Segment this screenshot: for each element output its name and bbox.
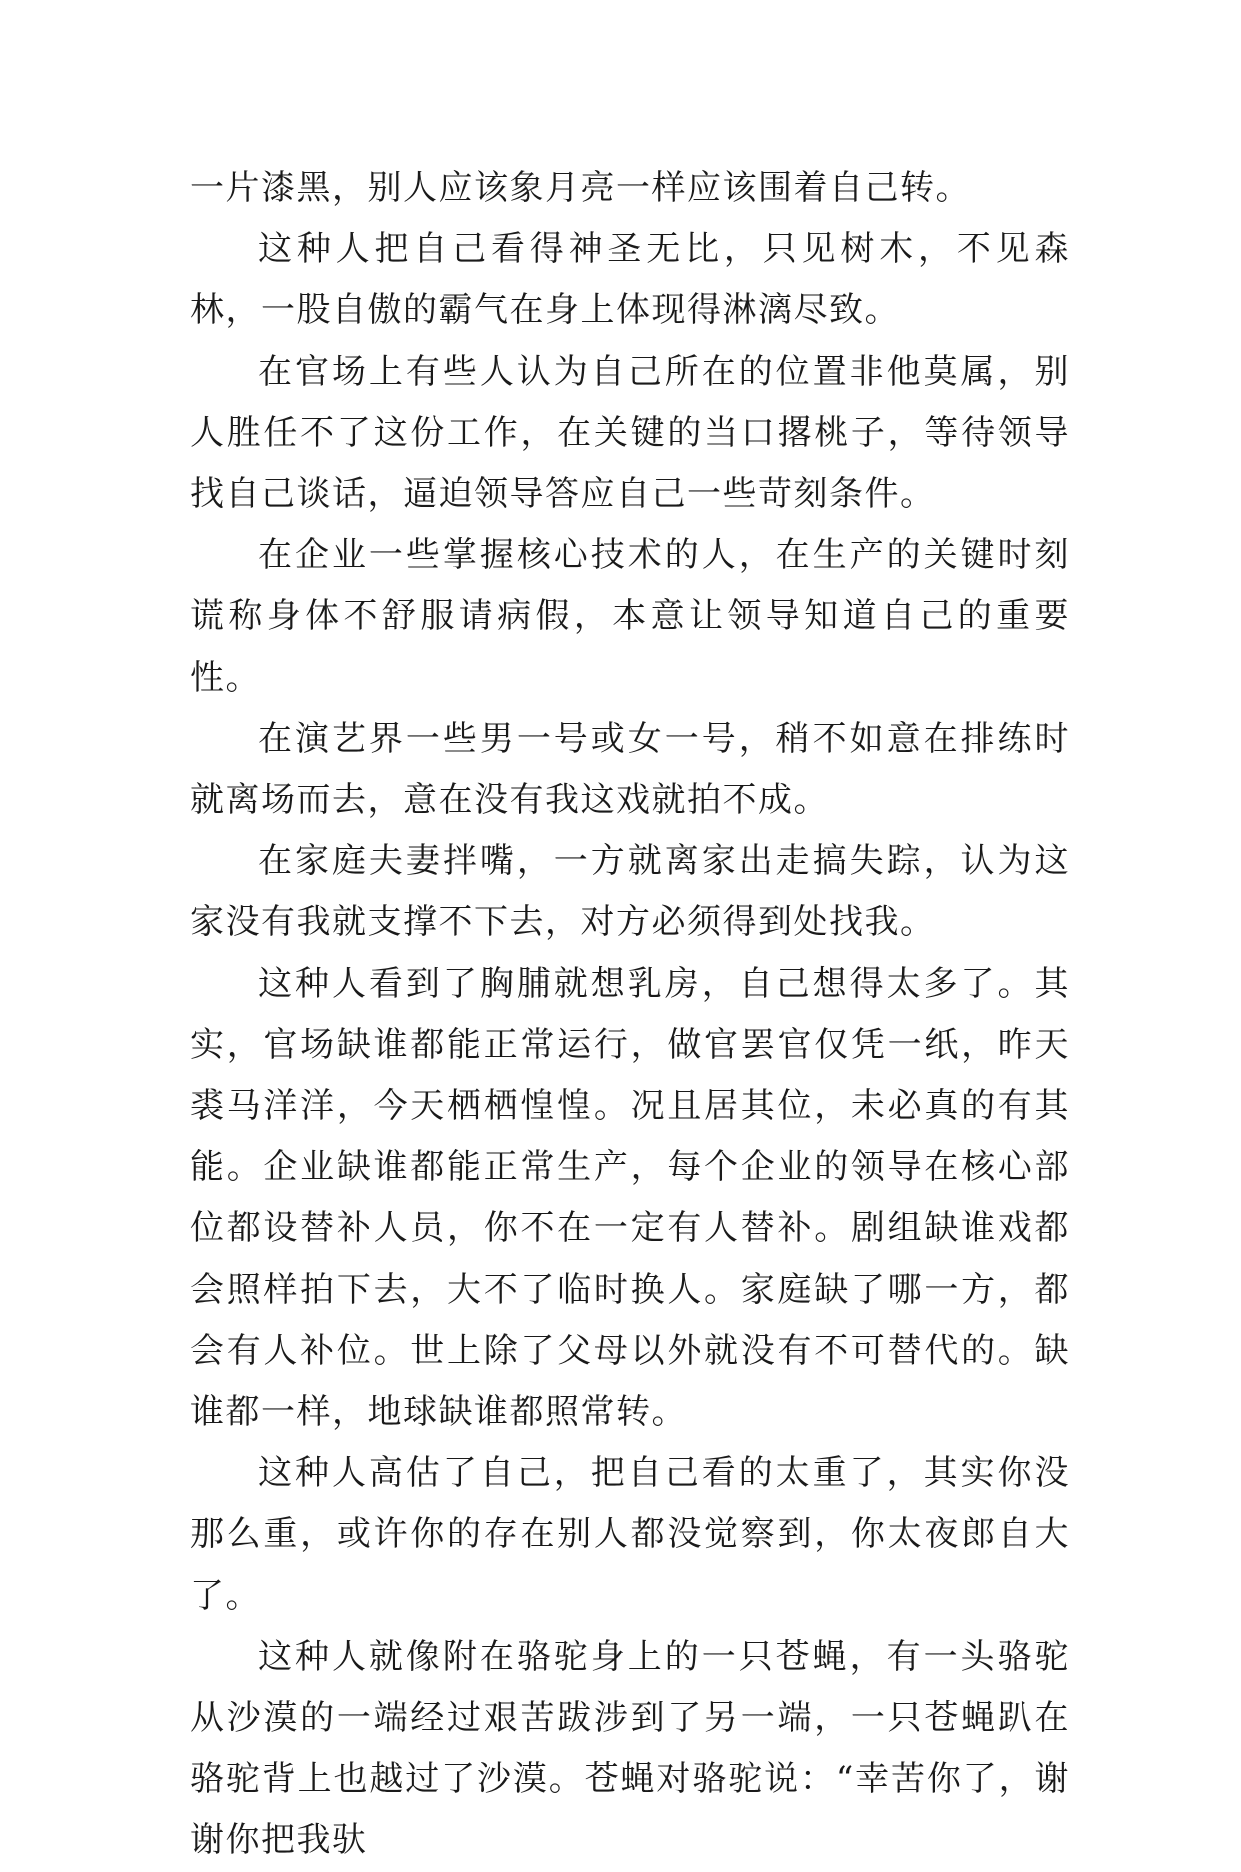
- document-body: [190, 158, 1070, 1872]
- paragraph: 这种人就像附在骆驼身上的一只苍蝇，有一头骆驼从沙漠的一端经过艰苦跋涉到了另一端，一只苍蝇趴在骆驼背上也越过了沙漠。苍蝇对骆驼说：“幸苦你了，谢谢你把我驮: [190, 1636, 1070, 1861]
- paragraph: 在企业一些掌握核心技术的人，在生产的关键时刻谎称身体不舒服请病假，本意让领导知道自己的重要性。: [190, 535, 1070, 698]
- paragraph: 这种人把自己看得神圣无比，只见树木，不见森林，一股自傲的霸气在身上体现得淋漓尽致。: [190, 229, 1070, 331]
- paragraph: 在官场上有些人认为自己所在的位置非他莫属，别人胜任不了这份工作，在关键的当口撂桃子，等待领导找自己谈话，逼迫领导答应自己一些苛刻条件。: [190, 351, 1070, 515]
- paragraph: 这种人高估了自己，把自己看的太重了，其实你没那么重，或许你的存在别人都没觉察到，你太夜郎自大了。: [190, 1453, 1070, 1616]
- paragraph: 在演艺界一些男一号或女一号，稍不如意在排练时就离场而去，意在没有我这戏就拍不成。: [190, 718, 1070, 821]
- paragraph: 在家庭夫妻拌嘴，一方就离家出走搞失踪，认为这家没有我就支撑不下去，对方必须得到处找我。: [190, 841, 1070, 943]
- paragraph: 这种人看到了胸脯就想乳房，自己想得太多了。其实，官场缺谁都能正常运行，做官罢官仅凭一纸，昨天裘马洋洋，今天栖栖惶惶。况且居其位，未必真的有其能。企业缺谁都能正常生产，每个企业的领导在核心部位都设替补人员，你不在一定有人替补。剧组缺谁戏都会照样拍下去，大不了临时换人。家庭缺了哪一方，都会有人补位。世上除了父母以外就没有不可替代的。缺谁都一样，地球缺谁都照常转。: [190, 963, 1070, 1433]
- paragraph: 一片漆黑，别人应该象月亮一样应该围着自己转。: [190, 168, 971, 208]
